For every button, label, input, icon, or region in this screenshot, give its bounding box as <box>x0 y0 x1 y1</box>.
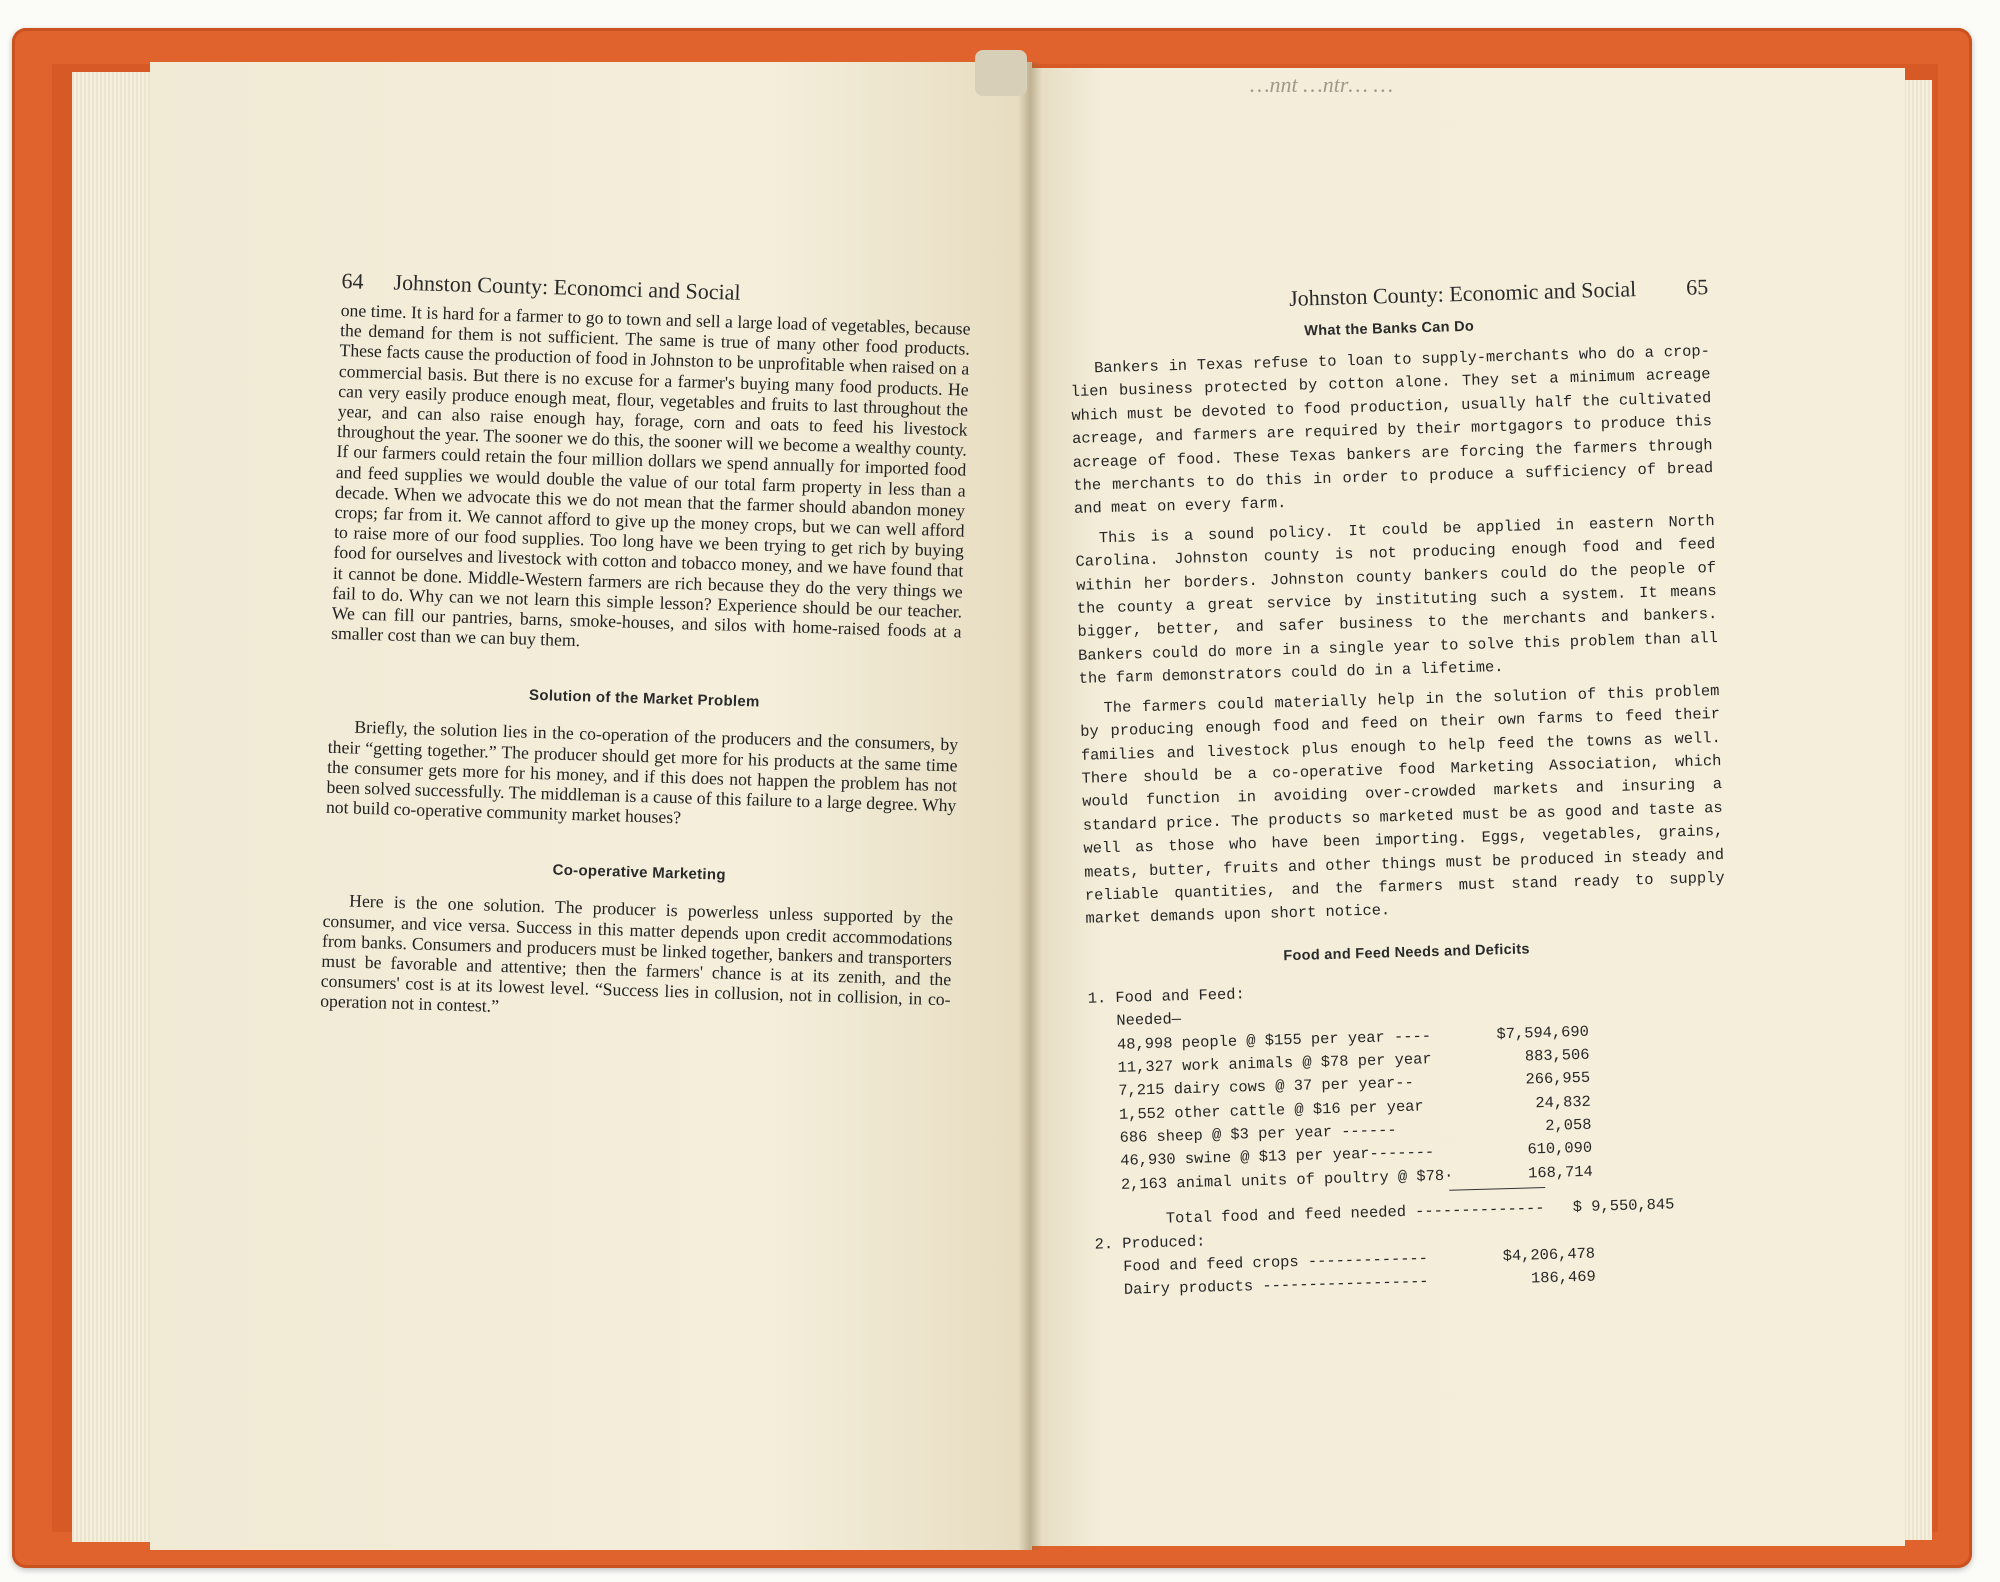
page-stack-left <box>72 72 152 1542</box>
produced-label: Dairy products ------------------ <box>1123 1272 1429 1300</box>
produced-value: $4,206,478 <box>1502 1244 1596 1266</box>
need-value: 266,955 <box>1525 1069 1591 1089</box>
item-label: 2. Produced: <box>1094 1232 1206 1254</box>
banks-paragraph-2: This is a sound policy. It could be applied in eastern North Carolina. Johnston county is not producing enough food and feed within her borders. Johnston county bankers could do the people of the county a great service by instituting such a system. It means bigger, better, and safer business to the merchants and bankers. Bankers could do more in a single year to solve this problem than all the farm demonstrators could do in a lifetime. <box>1075 511 1719 689</box>
need-label: 11,327 work animals @ $78 per year <box>1117 1050 1432 1077</box>
total-value: $ 9,550,845 <box>1572 1195 1675 1217</box>
section-title-food-feed: Food and Feed Needs and Deficits <box>1283 941 1530 964</box>
section-title-market-problem: Solution of the Market Problem <box>528 687 760 712</box>
item-label: 1. Food and Feed: <box>1087 985 1245 1008</box>
show-through-text: …nnt …ntr… … <box>1250 72 1394 97</box>
left-page-content <box>320 268 972 1030</box>
need-value: 168,714 <box>1527 1162 1594 1183</box>
produced-label: Food and feed crops ------------- <box>1122 1249 1429 1276</box>
left-header-title: Johnston County: Economci and Social <box>393 269 741 305</box>
banks-paragraph-1: Bankers in Texas refuse to loan to supply-merchants who do a crop-lien business protected by cotton alone. They set a minimum acreage which must be devoted to food production, usually half the cultivated acreage, and farmers are required by their mortgagors to produce this acreage of food. These Texas bankers are forcing the farmers through the merchants to do this in order to produce a sufficiency of bread and meat on every farm. <box>1070 342 1714 519</box>
section-title-banks: What the Banks Can Do <box>1304 318 1475 340</box>
page-number-left: 64 <box>341 268 364 294</box>
food-feed-table <box>1087 972 1736 1306</box>
need-label: 46,930 swine @ $13 per year------- <box>1120 1143 1435 1171</box>
banks-paragraph-3: The farmers could materially help in the solution of this problem by producing enough food and feed on their own farms to feed their families and livestock plus enough to help feed the towns as well. There should be a co-operative food Marketing Association, which would function in avoiding over-crowded markets and insuring a standard price. The products so marketed must be as good and taste as well as those who have been importing. Eggs, vegetables, grains, meats, butter, fruits and other things must be produced in steady and reliable quantities, and the farmers must stand ready to supply market demands upon short notice. <box>1080 681 1725 929</box>
produced-value: 186,469 <box>1530 1268 1596 1288</box>
book-gutter <box>1018 62 1042 1550</box>
total-label: Total food and feed needed -------------- <box>1165 1199 1545 1228</box>
page-number-right: 65 <box>1685 274 1709 300</box>
need-value: 610,090 <box>1527 1139 1593 1159</box>
section-title-cooperative-marketing: Co-operative Marketing <box>552 861 727 885</box>
need-value: 883,506 <box>1524 1045 1590 1066</box>
needed-label: Needed— <box>1116 1010 1182 1031</box>
left-paragraph-1: one time. It is hard for a farmer to go to town and sell a large load of vegetables, because the demand for them is not sufficient. The same is true of many other food products. These facts cause the production of food in Johnston to be unprofitable when raised on a commercial basis. But there is no excuse for a farmer's buying many food products. He can very easily produce enough meat, flour, vegetables and fruits to last throughout the year, and can also raise enough hay, forage, corn and oats to feed his livestock throughout the year. The sooner we do this, the sooner will we become a wealthy county. If our farmers could retain the four million dollars we spend annually for imported food and feed supplies we would double the value of our total farm property in less than a decade. When we advocate this we do not mean that the farmer should abandon money crops; far from it. We cannot afford to give up the money crops, but we can well afford to raise more of our food supplies. Too long have we been trying to get rich by buying food for ourselves and livestock with cotton and tobacco money, and we have found that it cannot be done. Middle-Western farmers are rich because they do the very things we fail to do. Why can we not learn this simple lesson? Experience should be our teacher. We can fill our pantries, barns, smoke-houses, and silos with home-raised foods at a smaller cost than we can buy them. <box>330 299 971 651</box>
need-label: 686 sheep @ $3 per year ------ <box>1119 1121 1397 1147</box>
cooperative-marketing-paragraph: Here is the one solution. The producer is powerless unless supported by the consumer, and vice versa. Success in this matter depends upon credit accommodations from banks. Consumers and producers must be linked together, bankers and transporters must be favorable and attentive; then the farmers' chance is at its zenith, and the consumers' cost is at its lowest level. “Success lies in collusion, not in collision, in co-operation not in contest.” <box>319 890 954 1017</box>
need-value: 2,058 <box>1545 1115 1592 1136</box>
need-label: 7,215 dairy cows @ 37 per year-- <box>1118 1073 1415 1101</box>
spine-binding <box>975 50 1027 96</box>
need-label: 1,552 other cattle @ $16 per year <box>1118 1097 1424 1124</box>
right-header-title: Johnston County: Economic and Social <box>1288 276 1637 311</box>
need-label: 2,163 animal units of poultry @ $78· <box>1120 1166 1454 1194</box>
need-value: $7,594,690 <box>1496 1022 1590 1043</box>
right-page-content <box>1068 274 1736 1305</box>
market-problem-paragraph: Briefly, the solution lies in the co-operation of the producers and the consumers, by their “getting together.” The producer should get more for his products at the same time the consumer gets more for his money, and if this does not happen the problem has not been solved successfully. The middleman is a cause of this failure to a large degree. Why not build co-operative community market houses? <box>325 717 959 828</box>
needs-rows <box>1089 1022 1594 1212</box>
need-label: 48,998 people @ $155 per year ---- <box>1116 1026 1432 1054</box>
need-value: 24,832 <box>1535 1092 1592 1112</box>
